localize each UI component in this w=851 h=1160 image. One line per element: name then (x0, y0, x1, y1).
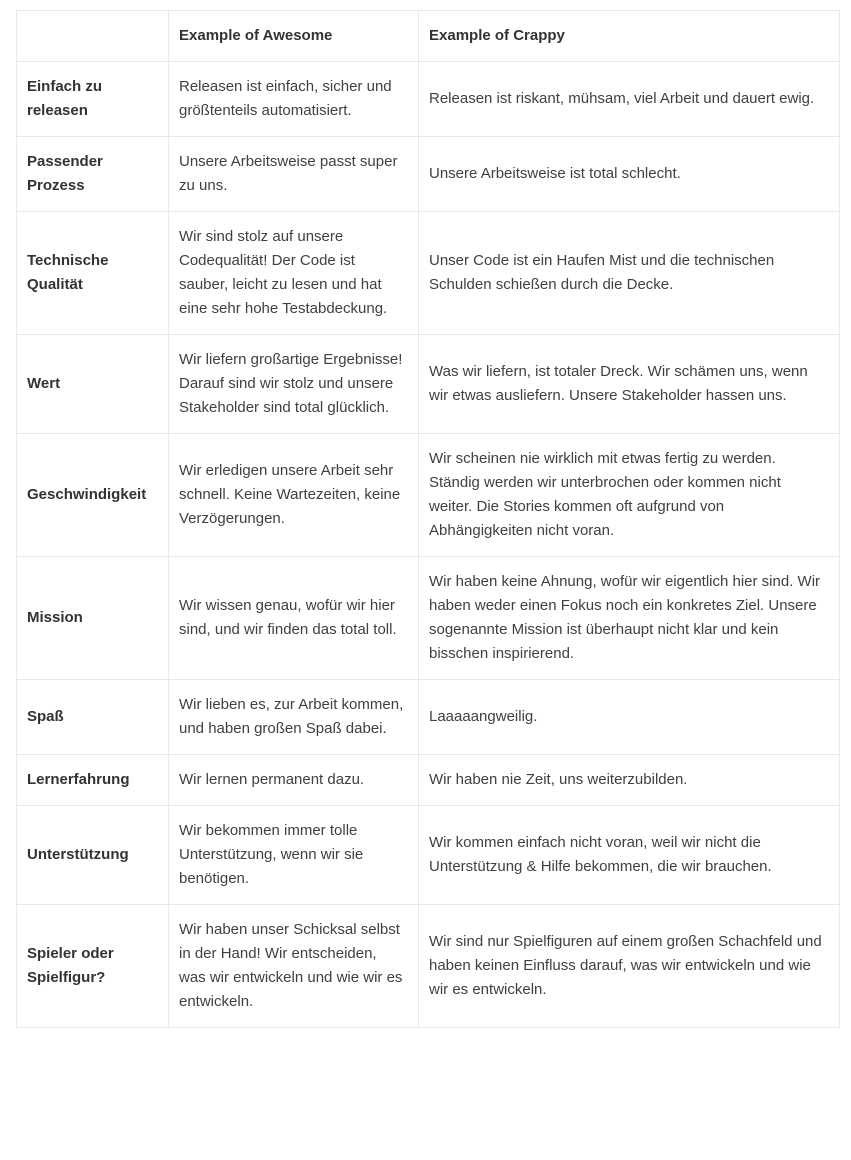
table-row (17, 557, 840, 680)
awesome-cell: Wir lernen permanent dazu. (169, 755, 419, 806)
row-label: Wert (17, 335, 169, 434)
crappy-cell: Releasen ist riskant, mühsam, viel Arbeit und dauert ewig. (419, 62, 840, 137)
row-label: Geschwindigkeit (17, 434, 169, 557)
table-row (17, 755, 840, 806)
table-row (17, 905, 840, 1028)
awesome-cell: Wir liefern großartige Ergebnisse! Darauf sind wir stolz und unsere Stakeholder sind total glücklich. (169, 335, 419, 434)
awesome-cell: Unsere Arbeitsweise passt super zu uns. (169, 137, 419, 212)
column-header-crappy: Example of Crappy (419, 11, 840, 62)
awesome-cell: Wir wissen genau, wofür wir hier sind, und wir finden das total toll. (169, 557, 419, 680)
awesome-cell: Wir lieben es, zur Arbeit kommen, und haben großen Spaß dabei. (169, 680, 419, 755)
crappy-cell: Wir sind nur Spielfiguren auf einem großen Schachfeld und haben keinen Einfluss darauf, was wir entwickeln und wie wir es entwickeln. (419, 905, 840, 1028)
crappy-cell: Was wir liefern, ist totaler Dreck. Wir schämen uns, wenn wir etwas ausliefern. Unsere Stakeholder hassen uns. (419, 335, 840, 434)
awesome-cell: Wir sind stolz auf unsere Codequalität! Der Code ist sauber, leicht zu lesen und hat eine sehr hohe Testabdeckung. (169, 212, 419, 335)
row-label: Technische Qualität (17, 212, 169, 335)
crappy-cell: Wir scheinen nie wirklich mit etwas fertig zu werden. Ständig werden wir unterbrochen oder kommen nicht weiter. Die Stories kommen oft aufgrund von Abhängigkeiten nicht voran. (419, 434, 840, 557)
row-label: Lernerfahrung (17, 755, 169, 806)
table-header-row (17, 11, 840, 62)
column-header-awesome: Example of Awesome (169, 11, 419, 62)
table-row (17, 62, 840, 137)
crappy-cell: Unser Code ist ein Haufen Mist und die technischen Schulden schießen durch die Decke. (419, 212, 840, 335)
crappy-cell: Unsere Arbeitsweise ist total schlecht. (419, 137, 840, 212)
crappy-cell: Wir haben keine Ahnung, wofür wir eigentlich hier sind. Wir haben weder einen Fokus noch ein konkretes Ziel. Unsere sogenannte Mission ist überhaupt nicht klar und kein bisschen inspirierend. (419, 557, 840, 680)
row-label: Mission (17, 557, 169, 680)
table-row (17, 434, 840, 557)
table-row (17, 212, 840, 335)
row-label: Unterstützung (17, 806, 169, 905)
crappy-cell: Laaaaangweilig. (419, 680, 840, 755)
health-check-comparison-table (16, 10, 840, 1028)
row-label: Einfach zu releasen (17, 62, 169, 137)
row-label: Spaß (17, 680, 169, 755)
table-row (17, 680, 840, 755)
awesome-cell: Wir bekommen immer tolle Unterstützung, wenn wir sie benötigen. (169, 806, 419, 905)
table-row (17, 335, 840, 434)
awesome-cell: Wir erledigen unsere Arbeit sehr schnell. Keine Wartezeiten, keine Verzögerungen. (169, 434, 419, 557)
awesome-cell: Wir haben unser Schicksal selbst in der Hand! Wir entscheiden, was wir entwickeln und wie wir es entwickeln. (169, 905, 419, 1028)
row-label: Spieler oder Spielfigur? (17, 905, 169, 1028)
crappy-cell: Wir haben nie Zeit, uns weiterzubilden. (419, 755, 840, 806)
crappy-cell: Wir kommen einfach nicht voran, weil wir nicht die Unterstützung & Hilfe bekommen, die wir brauchen. (419, 806, 840, 905)
column-header-empty (17, 11, 169, 62)
awesome-cell: Releasen ist einfach, sicher und größtenteils automatisiert. (169, 62, 419, 137)
table-row (17, 137, 840, 212)
table-row (17, 806, 840, 905)
row-label: Passender Prozess (17, 137, 169, 212)
